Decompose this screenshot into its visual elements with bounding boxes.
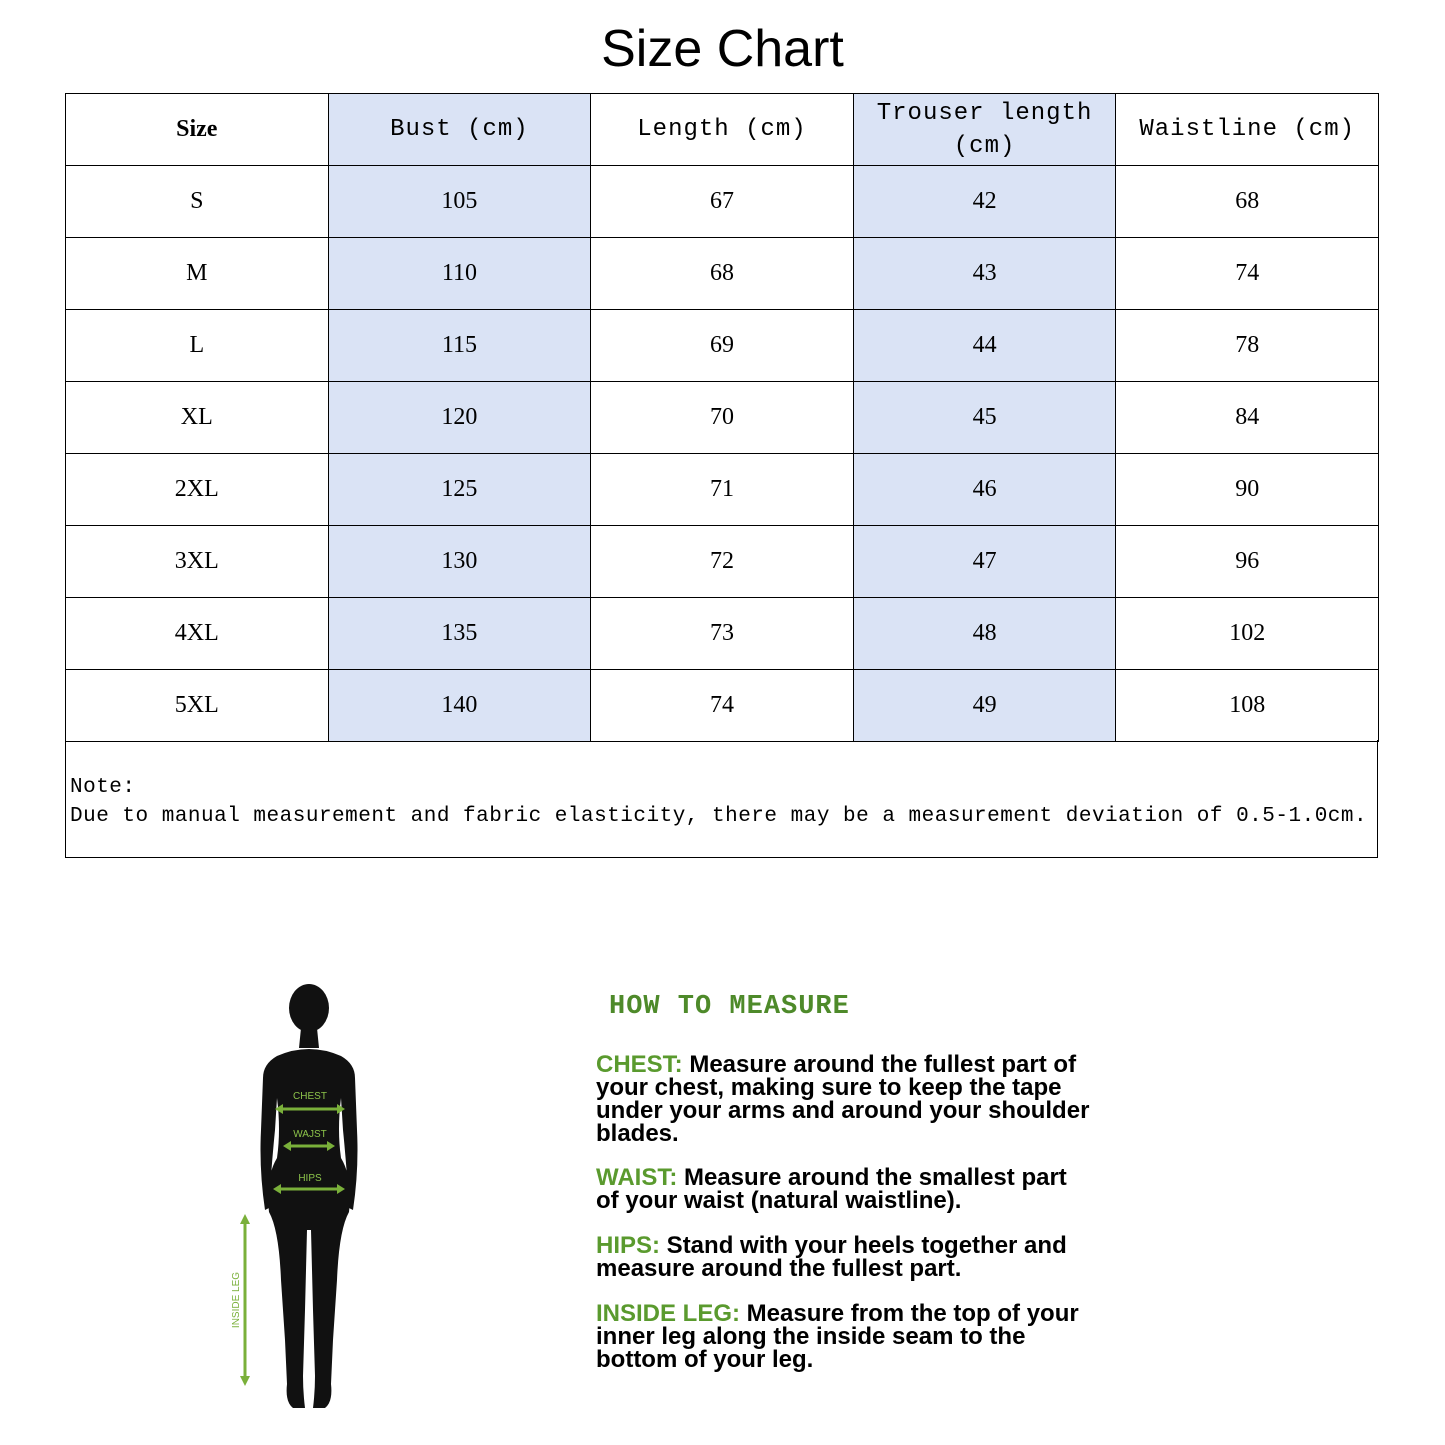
table-row <box>66 598 1379 670</box>
cell-trouser-length: 43 <box>853 238 1116 310</box>
instruction-text: Stand with your heels together and measure around the fullest part. <box>596 1232 1067 1282</box>
cell-bust: 140 <box>328 670 591 742</box>
table-row <box>66 670 1379 742</box>
cell-length: 67 <box>591 166 854 238</box>
cell-waistline: 84 <box>1116 382 1379 454</box>
table-row <box>66 238 1379 310</box>
cell-size: XL <box>66 382 329 454</box>
table-row <box>66 454 1379 526</box>
cell-bust: 125 <box>328 454 591 526</box>
cell-bust: 110 <box>328 238 591 310</box>
instruction-waist <box>596 1166 1096 1212</box>
cell-trouser-length: 47 <box>853 526 1116 598</box>
instruction-inside-leg <box>596 1302 1096 1371</box>
cell-trouser-length: 48 <box>853 598 1116 670</box>
instruction-text: Measure around the fullest part of your chest, making sure to keep the tape under your arms and around your shoulder blades. <box>596 1051 1090 1147</box>
cell-size: 2XL <box>66 454 329 526</box>
instruction-chest <box>596 1053 1096 1145</box>
size-table <box>65 93 1379 742</box>
body-figure <box>225 980 375 1420</box>
cell-waistline: 96 <box>1116 526 1379 598</box>
cell-size: 5XL <box>66 670 329 742</box>
instruction-hips <box>596 1234 1096 1280</box>
cell-length: 69 <box>591 310 854 382</box>
cell-size: 3XL <box>66 526 329 598</box>
table-row <box>66 166 1379 238</box>
note-box <box>65 740 1378 858</box>
instruction-label: HIPS: <box>596 1232 661 1259</box>
cell-waistline: 108 <box>1116 670 1379 742</box>
cell-trouser-length: 44 <box>853 310 1116 382</box>
table-header-row <box>66 94 1379 166</box>
cell-size: S <box>66 166 329 238</box>
chest-label: CHEST <box>293 1091 327 1102</box>
header-waistline: Waistline (cm) <box>1116 94 1379 166</box>
cell-bust: 115 <box>328 310 591 382</box>
cell-length: 71 <box>591 454 854 526</box>
cell-waistline: 102 <box>1116 598 1379 670</box>
cell-length: 70 <box>591 382 854 454</box>
page-title: Size Chart <box>601 20 844 78</box>
header-length: Length (cm) <box>591 94 854 166</box>
instruction-text: Measure around the smallest part of your waist (natural waistline). <box>596 1164 1067 1214</box>
cell-length: 68 <box>591 238 854 310</box>
cell-length: 72 <box>591 526 854 598</box>
cell-bust: 120 <box>328 382 591 454</box>
cell-size: 4XL <box>66 598 329 670</box>
cell-trouser-length: 42 <box>853 166 1116 238</box>
cell-length: 73 <box>591 598 854 670</box>
cell-trouser-length: 46 <box>853 454 1116 526</box>
instruction-label: CHEST: <box>596 1051 683 1078</box>
header-size: Size <box>66 94 329 166</box>
instruction-label: INSIDE LEG: <box>596 1300 741 1327</box>
table-row <box>66 526 1379 598</box>
how-to-measure-title: HOW TO MEASURE <box>609 992 850 1022</box>
cell-trouser-length: 45 <box>853 382 1116 454</box>
cell-bust: 130 <box>328 526 591 598</box>
cell-size: M <box>66 238 329 310</box>
hips-label: HIPS <box>298 1173 322 1184</box>
instruction-text: Measure from the top of your inner leg along the inside seam to the bottom of your leg. <box>596 1300 1079 1373</box>
header-bust: Bust (cm) <box>328 94 591 166</box>
note-text: Due to manual measurement and fabric elasticity, there may be a measurement deviation of 0.5-1.0cm. <box>70 805 1368 828</box>
cell-bust: 105 <box>328 166 591 238</box>
cell-waistline: 68 <box>1116 166 1379 238</box>
cell-waistline: 78 <box>1116 310 1379 382</box>
table-row <box>66 382 1379 454</box>
header-trouser-length: Trouser length (cm) <box>853 94 1116 166</box>
waist-label: WAJST <box>293 1129 327 1140</box>
table-row <box>66 310 1379 382</box>
note-label: Note: <box>70 776 136 799</box>
cell-waistline: 90 <box>1116 454 1379 526</box>
cell-trouser-length: 49 <box>853 670 1116 742</box>
cell-waistline: 74 <box>1116 238 1379 310</box>
cell-size: L <box>66 310 329 382</box>
cell-bust: 135 <box>328 598 591 670</box>
inside-leg-label: INSIDE LEG <box>231 1271 242 1329</box>
instruction-label: WAIST: <box>596 1164 678 1191</box>
body-silhouette <box>261 984 358 1408</box>
cell-length: 74 <box>591 670 854 742</box>
